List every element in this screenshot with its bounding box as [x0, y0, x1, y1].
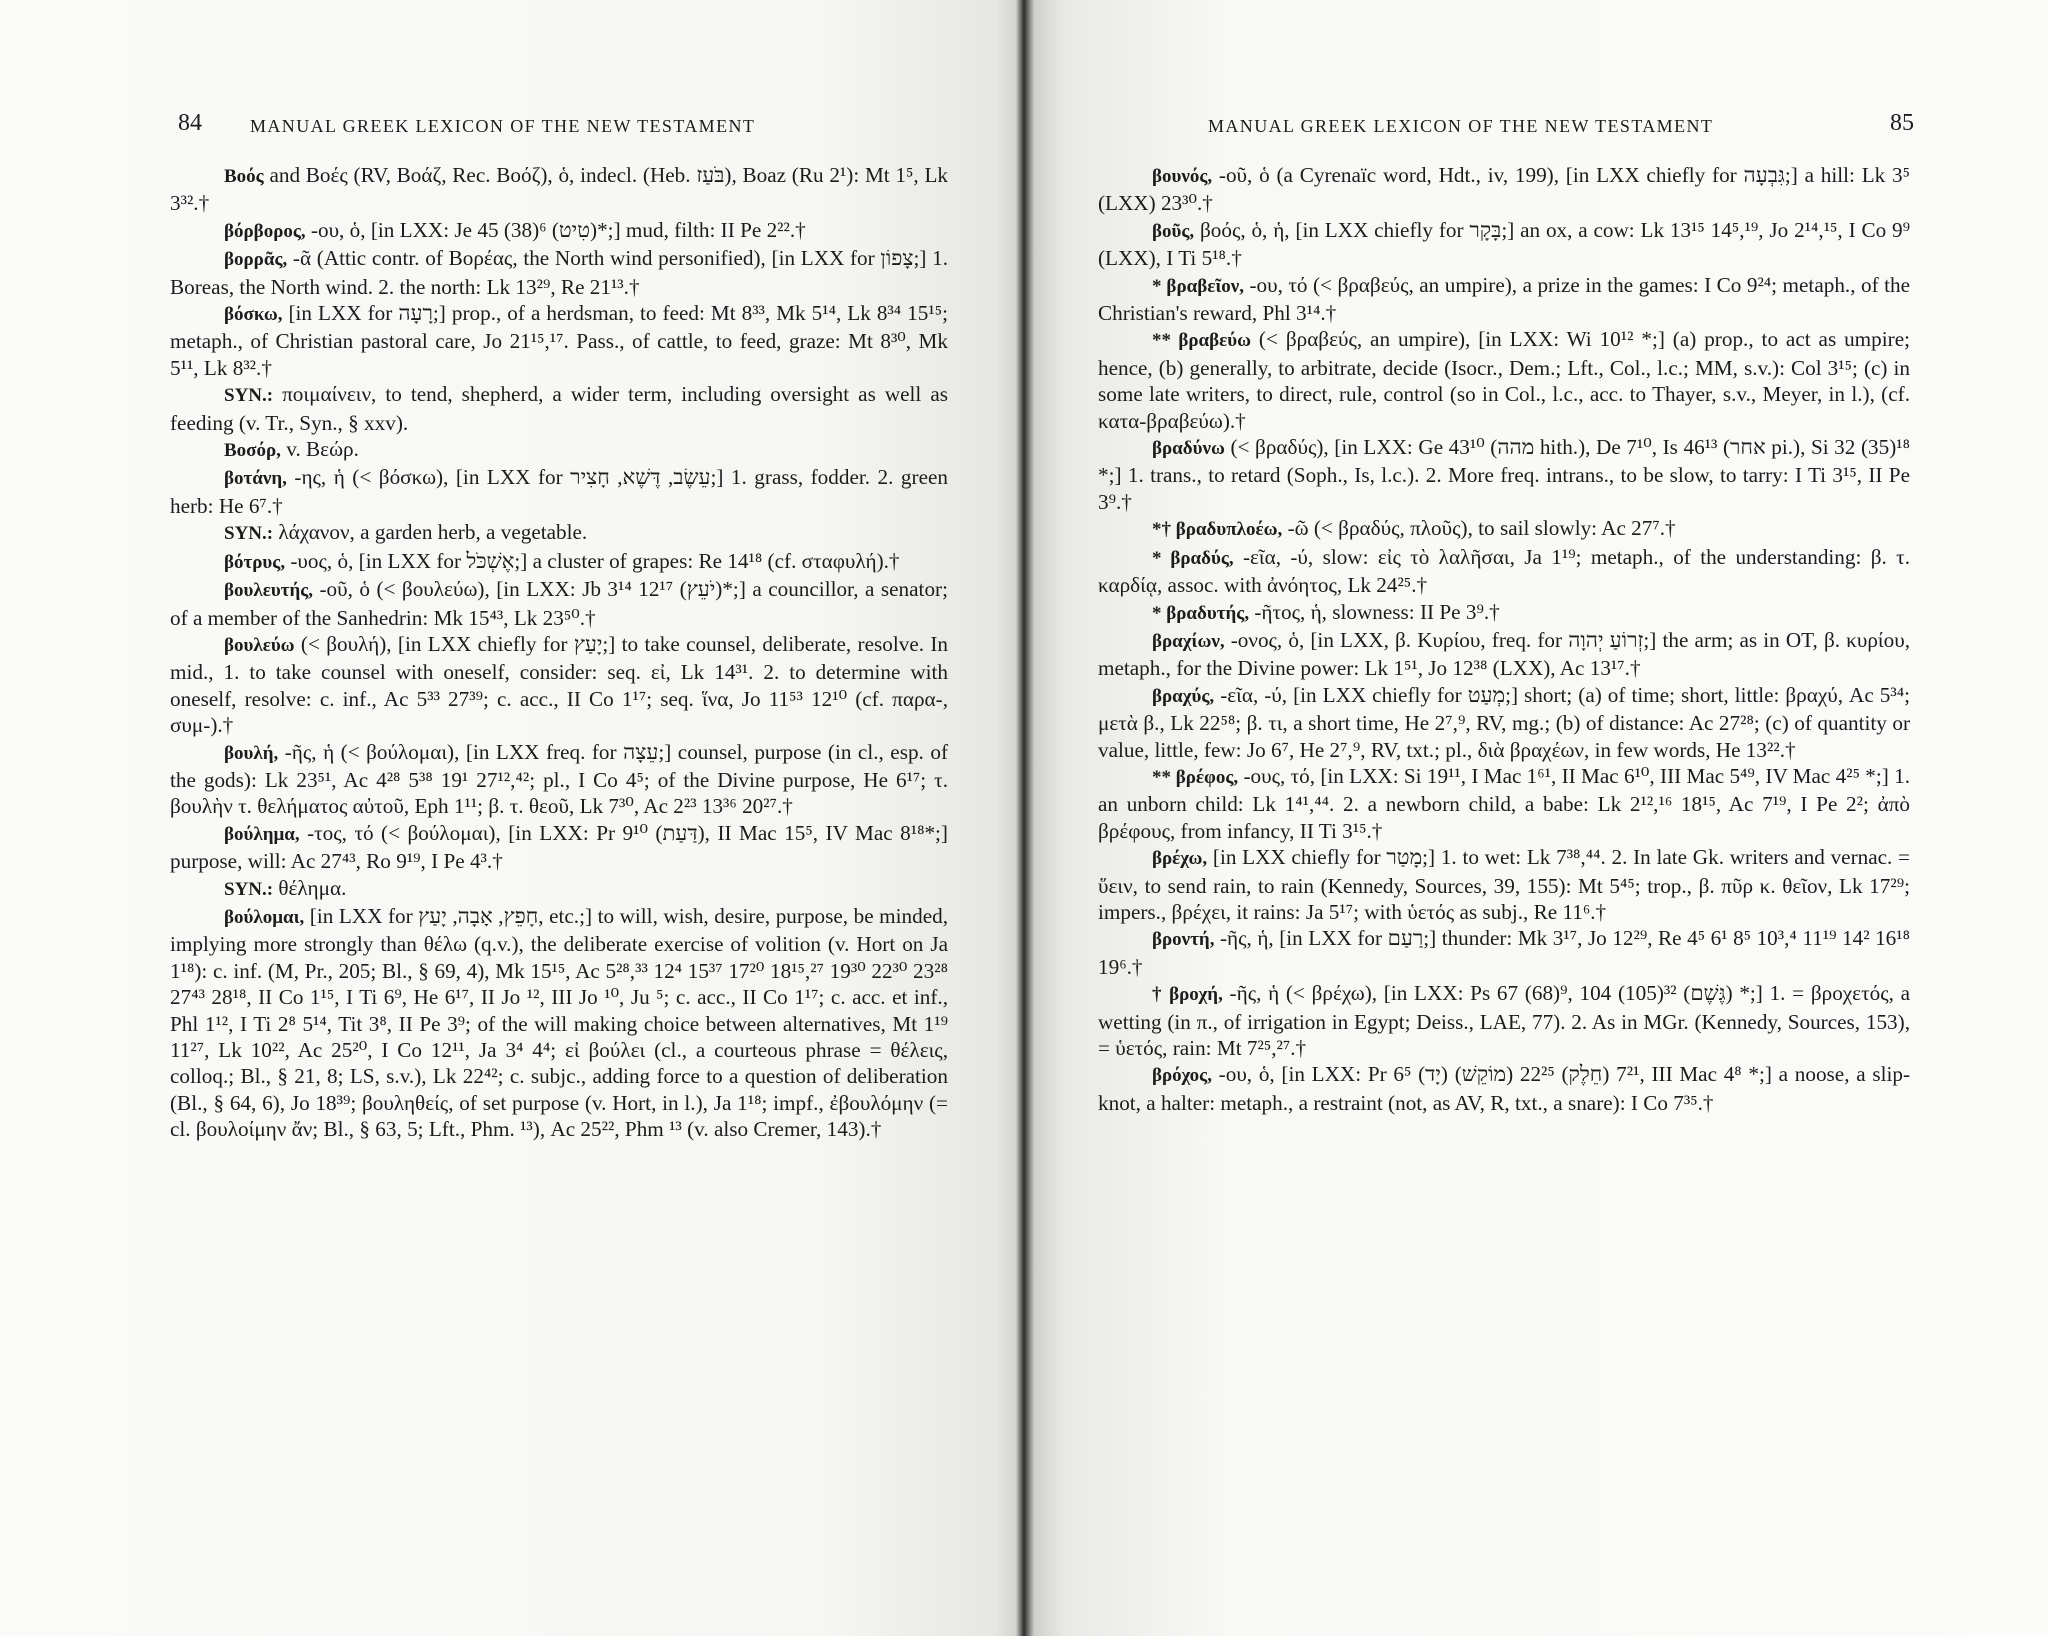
lexicon-entry	[1098, 980, 1910, 1061]
entry-headword: βρέχω,	[1152, 848, 1208, 870]
entry-definition: -ου, ὁ, [in LXX: Je 45 (38)⁶ (טִיט)*;] mud, filth: II Pe 2²².†	[305, 217, 806, 242]
entry-headword: Βοσόρ,	[224, 440, 281, 462]
entry-definition: -τος, τό (< βούλομαι), [in LXX: Pr 9¹⁰ (דַּעַת), II Mac 15⁵, IV Mac 8¹⁸*;] purpose, will: Ac 27⁴³, Ro 9¹⁹, I Pe 4³.†	[170, 820, 948, 874]
lexicon-entry	[1098, 326, 1910, 434]
entry-headword: βραδύνω	[1152, 438, 1225, 460]
right-page-header	[1174, 110, 1914, 150]
entry-definition: -ῆτος, ἡ, slowness: II Pe 3⁹.†	[1249, 599, 1500, 624]
lexicon-entry	[1098, 925, 1910, 980]
lexicon-entry	[170, 519, 948, 547]
lexicon-entry	[1098, 217, 1910, 272]
lexicon-entry	[170, 245, 948, 300]
entry-headword: *† βραδυπλοέω,	[1152, 519, 1283, 541]
entry-headword: Βοός	[224, 166, 264, 187]
entry-definition: -ης, ἡ (< βόσκω), [in LXX for עֵשֶׂב, דֶּשֶׁא, חָצִיר;] 1. grass, fodder. 2. green herb: He 6⁷.†	[170, 465, 948, 518]
entry-headword: βουλευτής,	[224, 580, 313, 602]
lexicon-entry	[1098, 844, 1910, 925]
lexicon-entry	[1098, 763, 1910, 844]
lexicon-entry	[170, 903, 948, 1143]
entry-definition: -ῆς, ἡ (< βούλομαι), [in LXX freq. for עֵצָה;] counsel, purpose (in cl., esp. of the gods): Lk 23⁵¹, Ac 4²⁸ 5³⁸ 19¹ 27¹²,⁴²; pl., I Co 4⁵; of the Divine purpose, He 6¹⁷; τ. βουλὴν τ. θελήματος αὐτοῦ, Eph 1¹¹; β. τ. θεοῦ, Lk 7³⁰, Ac 2²³ 13³⁶ 20²⁷.†	[170, 739, 948, 819]
entry-definition: ποιμαίνειν, to tend, shepherd, a wider term, including oversight as well as feeding (v. Tr., Syn., § xxv).	[170, 382, 948, 435]
lexicon-entry	[170, 820, 948, 875]
entry-definition: -οῦ, ὁ (< βουλεύω), [in LXX: Jb 3¹⁴ 12¹⁷ (יֹעֵץ)*;] a councillor, a senator; of a member of the Sanhedrin: Mk 15⁴³, Lk 23⁵⁰.†	[170, 577, 948, 630]
lexicon-entry	[170, 162, 948, 217]
entry-definition: -εῖα, -ύ, [in LXX chiefly for מְעַט;] short; (a) of time; short, little: βραχύ, Ac 5³⁴; μετὰ β., Lk 22⁵⁸; β. τι, a short time, He 2⁷,⁹, RV, mg.; (b) of distance: Ac 27²⁸; (c) of quantity or value, little, few: Jo 6⁷, He 2⁷,⁹, RV, txt.; pl., διὰ βραχέων, in few words, He 13²².†	[1098, 682, 1910, 762]
entry-definition: βοός, ὁ, ἡ, [in LXX chiefly for בָּקָר;] an ox, a cow: Lk 13¹⁵ 14⁵,¹⁹, Jo 2¹⁴,¹⁵, I Co 9⁹ (LXX), I Ti 5¹⁸.†	[1098, 217, 1910, 271]
lexicon-entry	[170, 631, 948, 739]
entry-headword: βραχίων,	[1152, 630, 1225, 652]
lexicon-entry	[170, 217, 948, 245]
entry-headword: SYN.:	[224, 878, 274, 900]
left-lexicon-column	[170, 162, 948, 1143]
entry-definition: -ᾶ (Attic contr. of Βορέας, the North wind personified), [in LXX for צָפוֹן;] 1. Boreas, the North wind. 2. the north: Lk 13²⁹, Re 21¹³.†	[170, 246, 948, 299]
entry-definition: and Βοές (RV, Βοάζ, Rec. Βοόζ), ὁ, indecl. (Heb. בֹּעַז), Boaz (Ru 2¹): Mt 1⁵, Lk 3³².†	[170, 163, 948, 216]
lexicon-entry	[170, 436, 948, 464]
entry-headword: SYN.:	[224, 385, 274, 407]
entry-headword: βούλομαι,	[224, 906, 305, 928]
entry-definition: (< βραδύς), [in LXX: Ge 43¹⁰ (מהה hith.), De 7¹⁰, Is 46¹³ (אחר pi.), Si 32 (35)¹⁸ *;] 1. trans., to retard (Soph., Is, l.c.). 2. More freq. intrans., to be slow, to tarry: I Ti 3¹⁵, II Pe 3⁹.†	[1098, 435, 1910, 514]
entry-headword: ** βρέφος,	[1152, 766, 1239, 788]
lexicon-entry	[1098, 162, 1910, 217]
entry-headword: βοῦς,	[1152, 220, 1195, 242]
lexicon-entry	[1098, 1061, 1910, 1116]
entry-definition: -ῆς, ἡ, [in LXX for רַעַם;] thunder: Mk 3¹⁷, Jo 12²⁹, Re 4⁵ 6¹ 8⁵ 10³,⁴ 11¹⁹ 14² 16¹⁸ 19⁶.†	[1098, 926, 1910, 979]
left-page-number: 84	[178, 110, 202, 136]
entry-headword: βουλή,	[224, 742, 279, 764]
lexicon-entry	[170, 548, 948, 576]
entry-headword: βορρᾶς,	[224, 249, 288, 271]
lexicon-entry	[1098, 434, 1910, 515]
left-running-title: MANUAL GREEK LEXICON OF THE NEW TESTAMENT	[250, 116, 756, 136]
entry-definition: (< βραβεύς, an umpire), [in LXX: Wi 10¹² *;] (a) prop., to act as umpire; hence, (b) generally, to arbitrate, decide (Isocr., Dem.; Lft., Col., l.c.; MM, s.v.): Col 3¹⁵; (c) in some late writers, to direct, rule, control (so in Col., l.c., acc. to Thayer, s.v., Meyer, in l.), (cf. κατα-βραβεύω).†	[1098, 327, 1910, 433]
entry-headword: βουνός,	[1152, 166, 1213, 187]
lexicon-entry	[1098, 515, 1910, 543]
entry-headword: * βραδυτής,	[1152, 602, 1250, 624]
lexicon-entry	[170, 739, 948, 820]
entry-definition: v. Βεώρ.	[280, 437, 359, 462]
lexicon-entry	[1098, 682, 1910, 763]
entry-headword: * βραβεῖον,	[1152, 275, 1244, 297]
lexicon-entry	[1098, 544, 1910, 599]
entry-headword: † βροχή,	[1152, 984, 1223, 1006]
lexicon-entry	[1098, 272, 1910, 327]
right-page-number: 85	[1890, 110, 1914, 136]
lexicon-entry	[170, 464, 948, 519]
entry-definition: [in LXX chiefly for מָטַר;] 1. to wet: Lk 7³⁸,⁴⁴. 2. In late Gk. writers and vernac. = ὕειν, to send rain, to rain (Kennedy, Sources, 39, 155): Mt 5⁴⁵; trop., β. πῦρ κ. θεῖον, Lk 17²⁹; impers., βρέχει, it rains: Ja 5¹⁷; with ὑετός as subj., Re 11⁶.†	[1098, 845, 1910, 924]
lexicon-entry	[170, 875, 948, 903]
entry-definition: θέλημα.	[273, 875, 347, 900]
entry-definition: -ου, τό (< βραβεύς, an umpire), a prize in the games: I Co 9²⁴; metaph., of the Christian's reward, Phl 3¹⁴.†	[1098, 272, 1910, 326]
entry-definition: λάχανον, a garden herb, a vegetable.	[273, 520, 588, 545]
lexicon-entry	[1098, 599, 1910, 627]
lexicon-entry	[1098, 627, 1910, 682]
left-page-header	[178, 110, 948, 150]
entry-definition: [in LXX for חָפֵץ, אָבָה, יָעַץ, etc.;] to will, wish, desire, purpose, be minded, implying more strongly than θέλω (q.v.), the deliberate exercise of volition (v. Hort on Ja 1¹⁸): c. inf. (M, Pr., 205; Bl., § 69, 4), Mk 15¹⁵, Ac 5²⁸,³³ 12⁴ 15³⁷ 17²⁰ 18¹⁵,²⁷ 19³⁰ 22³⁰ 23²⁸ 27⁴³ 28¹⁸, II Co 1¹⁵, I Ti 6⁹, He 6¹⁷, II Jo ¹², III Jo ¹⁰, Ju ⁵; c. acc., II Co 1¹⁷; c. acc. et inf., Phl 1¹², I Ti 2⁸ 5¹⁴, Tit 3⁸, II Pe 3⁹; of the will making choice between alternatives, Mt 1¹⁹ 11²⁷, Lk 10²², Ac 25²⁰, I Co 12¹¹, Ja 3⁴ 4⁴; εἰ βούλει (cl., a courteous phrase = θέλεις, colloq.; Bl., § 21, 8; LS, s.v.), Lk 22⁴²; c. subjc., adding force to a question of deliberation (Bl., § 64, 6), Jo 18³⁹; βουληθείς, of set purpose (v. Hort, in l.), Ja 1¹⁸; impf., ἐβουλόμην (= cl. βουλοίμην ἄν; Bl., § 63, 5; Lft., Phm. ¹³), Ac 25²², Phm ¹³ (v. also Cremer, 143).†	[170, 903, 949, 1142]
entry-definition: -ους, τό, [in LXX: Si 19¹¹, I Mac 1⁶¹, II Mac 6¹⁰, III Mac 5⁴⁹, IV Mac 4²⁵ *;] 1. an unborn child: Lk 1⁴¹,⁴⁴. 2. a newborn child, a babe: Lk 2¹²,¹⁶ 18¹⁵, Ac 7¹⁹, I Pe 2²; ἀπὸ βρέφους, from infancy, II Ti 3¹⁵.†	[1098, 763, 1911, 843]
lexicon-entry	[170, 576, 948, 631]
lexicon-entry	[170, 300, 948, 381]
entry-definition: -ονος, ὁ, [in LXX, β. Κυρίου, freq. for זְרוֹעַ יְהוָה;] the arm; as in OT, β. κυρίου, metaph., for the Divine power: Lk 1⁵¹, Jo 12³⁸ (LXX), Ac 13¹⁷.†	[1098, 627, 1911, 681]
entry-definition: -υος, ὁ, [in LXX for אֶשְׁכֹּל;] a cluster of grapes: Re 14¹⁸ (cf. σταφυλή).†	[285, 548, 900, 573]
entry-headword: βουλεύω	[224, 634, 295, 656]
right-running-title: MANUAL GREEK LEXICON OF THE NEW TESTAMENT	[1208, 116, 1714, 136]
entry-headword: βρόχος,	[1152, 1065, 1212, 1087]
entry-headword: βούλημα,	[224, 823, 300, 845]
entry-headword: SYN.:	[224, 523, 274, 545]
entry-definition: -ου, ὁ, [in LXX: Pr 6⁵ (יָד) 7²¹ (חֵלֶק) 22²⁵ (מוֹקֵשׁ), III Mac 4⁸ *;] a noose, a slip-knot, a halter: metaph., a restraint (not, as AV, R, txt., a snare): I Co 7³⁵.†	[1098, 1062, 1911, 1115]
entry-headword: βραχύς,	[1152, 685, 1215, 707]
entry-definition: -οῦ, ὁ (a Cyrenaïc word, Hdt., iv, 199), [in LXX chiefly for גִּבְעָה;] a hill: Lk 3⁵ (LXX) 23³⁰.†	[1098, 163, 1910, 216]
right-lexicon-column	[1098, 162, 1910, 1116]
entry-definition: -εῖα, -ύ, slow: εἰς τὸ λαλῆσαι, Ja 1¹⁹; metaph., of the understanding: β. τ. καρδίᾳ, assoc. with ἀνόητος, Lk 24²⁵.†	[1098, 544, 1910, 598]
entry-definition: -ῶ (< βραδύς, πλοῦς), to sail slowly: Ac 27⁷.†	[1282, 516, 1676, 541]
entry-headword: ** βραβεύω	[1152, 330, 1252, 352]
entry-definition: -ῆς, ἡ (< βρέχω), [in LXX: Ps 67 (68)⁹, 104 (105)³² (גֶּשֶׁם) *;] 1. = βροχετός, a wetting (in π., of irrigation in Egypt; Deiss., LAE, 77). 2. As in MGr. (Kennedy, Sources, 153), = ὑετός, rain: Mt 7²⁵,²⁷.†	[1098, 981, 1910, 1060]
entry-definition: (< βουλή), [in LXX chiefly for יָעַץ;] to take counsel, deliberate, resolve. In mid., 1. to take counsel with oneself, consider: seq. εἰ, Lk 14³¹. 2. to determine with oneself, resolve: c. inf., Ac 5³³ 27³⁹; c. acc., II Co 1¹⁷; seq. ἵνα, Jo 11⁵³ 12¹⁰ (cf. παρα-, συμ-).†	[170, 631, 948, 738]
left-page	[0, 0, 1010, 1636]
entry-headword: * βραδύς,	[1152, 547, 1234, 569]
lexicon-entry	[170, 381, 948, 436]
entry-headword: βόρβορος,	[224, 220, 306, 242]
entry-headword: βροντή,	[1152, 929, 1215, 951]
entry-headword: βότρυς,	[224, 551, 286, 573]
entry-headword: βόσκω,	[224, 304, 283, 326]
entry-headword: βοτάνη,	[224, 468, 287, 490]
entry-definition: [in LXX for רָעָה;] prop., of a herdsman, to feed: Mt 8³³, Mk 5¹⁴, Lk 8³⁴ 15¹⁵; metaph., of Christian pastoral care, Jo 21¹⁵,¹⁷. Pass., of cattle, to feed, graze: Mt 8³⁰, Mk 5¹¹, Lk 8³².†	[170, 301, 948, 380]
right-page	[1030, 0, 2048, 1636]
